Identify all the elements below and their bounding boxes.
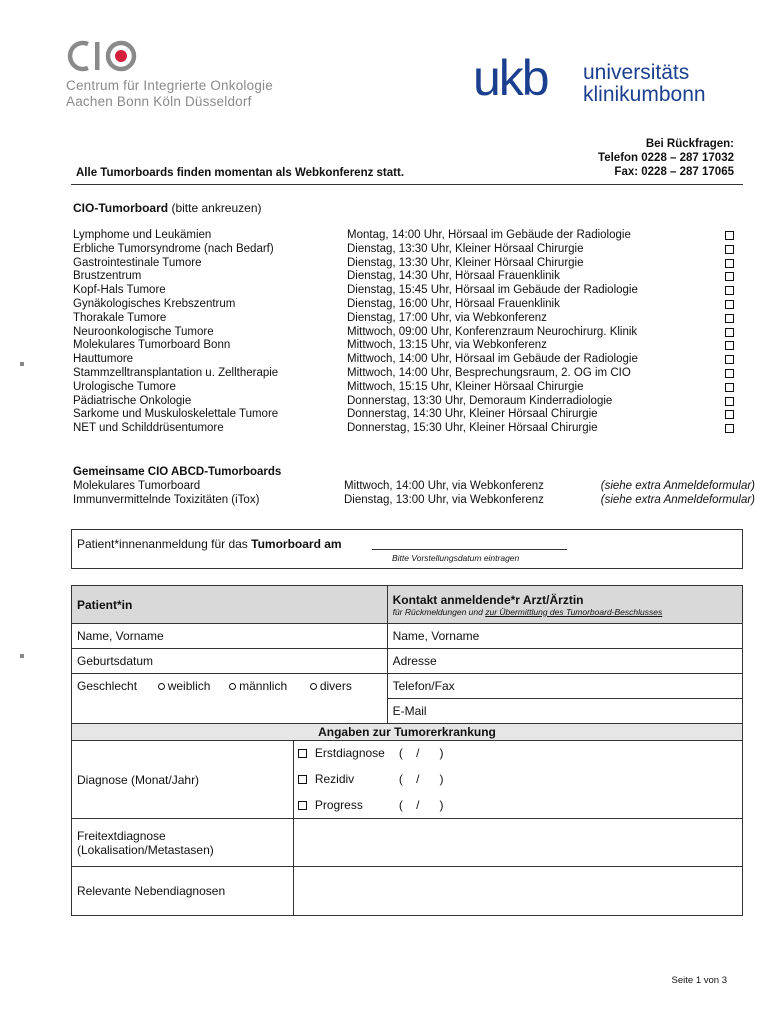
ukb-line2: klinikumbonn: [583, 83, 706, 106]
boards-heading-bold: CIO-Tumorboard: [73, 201, 169, 215]
abcd-names: [73, 480, 259, 508]
board-checkbox[interactable]: [725, 328, 734, 337]
ukb-wordmark: [583, 62, 706, 106]
board-checkbox[interactable]: [725, 355, 734, 364]
board-checkbox[interactable]: [725, 410, 734, 419]
board-schedule: Mittwoch, 14:00 Uhr, Besprechungsraum, 2. OG im CIO: [347, 366, 631, 379]
board-checkbox[interactable]: [725, 369, 734, 378]
diagnosis-option-progress[interactable]: Progress: [298, 798, 398, 812]
board-schedule: Dienstag, 14:30 Uhr, Hörsaal Frauenklinik: [347, 270, 560, 283]
cio-line2: Aachen Bonn Köln Düsseldorf: [66, 94, 252, 109]
board-schedule: Dienstag, 15:45 Uhr, Hörsaal im Gebäude der Radiologie: [347, 284, 638, 297]
board-checkbox[interactable]: [725, 424, 734, 433]
board-checkbox[interactable]: [725, 397, 734, 406]
boards-heading: [73, 201, 262, 215]
ukb-line1: universitäts: [583, 61, 690, 84]
date-hint: Bitte Vorstellungsdatum eintragen: [392, 553, 520, 563]
board-name: Gastrointestinale Tumore: [73, 256, 202, 269]
board-checkbox[interactable]: [725, 300, 734, 309]
contact-header-cell: [387, 586, 742, 624]
board-schedule: Mittwoch, 14:00 Uhr, Hörsaal im Gebäude der Radiologie: [347, 353, 638, 366]
gender-option-maennlich[interactable]: männlich: [229, 679, 287, 693]
contact-info: [598, 137, 734, 179]
gender-label: Geschlecht: [77, 679, 138, 694]
diagnosis-label: Diagnose (Monat/Jahr): [72, 741, 294, 819]
registration-box: [71, 529, 743, 569]
abcd-name: Immunvermittelnde Toxizitäten (iTox): [73, 493, 260, 506]
board-schedule: Mittwoch, 15:15 Uhr, Kleiner Hörsaal Chirurgie: [347, 380, 584, 393]
radio-icon: [310, 683, 317, 690]
board-checkbox[interactable]: [725, 383, 734, 392]
board-schedule: Donnerstag, 13:30 Uhr, Demoraum Kinderradiologie: [347, 394, 613, 407]
board-name: Hauttumore: [73, 353, 134, 366]
board-name: Neuroonkologische Tumore: [73, 325, 214, 338]
phone-field[interactable]: Telefon/Fax: [387, 674, 742, 699]
diagnosis-date[interactable]: ( / ): [398, 746, 444, 760]
board-name: Stammzelltransplantation u. Zelltherapie: [73, 366, 279, 379]
board-schedule: Mittwoch, 13:15 Uhr, via Webkonferenz: [347, 339, 547, 352]
email-field[interactable]: E-Mail: [387, 699, 742, 724]
gender-option-divers[interactable]: divers: [310, 679, 352, 693]
abcd-schedule: Dienstag, 13:00 Uhr, via Webkonferenz: [344, 493, 544, 506]
freetext-label: Freitextdiagnose (Lokalisation/Metastasen): [72, 819, 294, 867]
board-checkbox[interactable]: [725, 259, 734, 268]
abcd-note: (siehe extra Anmeldeformular): [600, 480, 755, 492]
board-name: Thorakale Tumore: [73, 311, 167, 324]
board-name: Kopf-Hals Tumore: [73, 284, 166, 297]
cio-logo: [66, 38, 146, 79]
header-divider: [71, 184, 743, 185]
board-schedule: Donnerstag, 15:30 Uhr, Kleiner Hörsaal Chirurgie: [347, 422, 598, 435]
margin-mark: [20, 654, 24, 658]
board-checkbox[interactable]: [725, 341, 734, 350]
board-name: Lymphome und Leukämien: [73, 229, 212, 241]
radio-icon: [158, 683, 165, 690]
contact-subheader: [393, 607, 737, 617]
board-checkbox[interactable]: [725, 286, 734, 295]
patient-form: [71, 585, 743, 916]
contact-sub-link: zur Übermittlung des Tumorboard-Beschlusses: [485, 606, 663, 617]
board-name: Pädiatrische Onkologie: [73, 394, 192, 407]
abcd-note: (siehe extra Anmeldeformular): [600, 493, 755, 506]
registration-label: [77, 537, 342, 551]
empty-cell: [72, 699, 388, 724]
patient-header: Patient*in: [72, 586, 388, 624]
board-schedule: Dienstag, 13:30 Uhr, Kleiner Hörsaal Chirurgie: [347, 256, 584, 269]
board-schedule: Dienstag, 16:00 Uhr, Hörsaal Frauenklinik: [347, 297, 560, 310]
disease-header: Angaben zur Tumorerkrankung: [72, 724, 743, 741]
diagnosis-date[interactable]: ( / ): [398, 772, 444, 786]
page-number: Seite 1 von 3: [671, 975, 727, 986]
cio-subtitle: [66, 78, 273, 110]
checkbox-icon: [298, 749, 307, 758]
board-name: Urologische Tumore: [73, 380, 176, 393]
contact-fax: Fax: 0228 – 287 17065: [614, 166, 734, 178]
date-input-line[interactable]: [372, 549, 567, 550]
contact-phone: Telefon 0228 – 287 17032: [598, 152, 734, 164]
boards-names: [73, 229, 348, 436]
radio-icon: [229, 683, 236, 690]
checkbox-icon: [298, 775, 307, 784]
board-checkbox[interactable]: [725, 314, 734, 323]
board-checkbox[interactable]: [725, 245, 734, 254]
diagnosis-option-rezidiv[interactable]: Rezidiv: [298, 772, 398, 786]
contact-title: Bei Rückfragen:: [645, 138, 734, 150]
board-name: NET und Schilddrüsentumore: [73, 422, 224, 435]
board-name: Brustzentrum: [73, 270, 142, 283]
registration-label-bold: Tumorboard am: [251, 537, 342, 551]
abcd-heading: Gemeinsame CIO ABCD-Tumorboards: [73, 466, 282, 478]
webconference-notice: Alle Tumorboards finden momentan als Webkonferenz statt.: [76, 167, 405, 179]
contact-header: Kontakt anmeldende*r Arzt/Ärztin: [392, 592, 584, 607]
abcd-name: Molekulares Tumorboard: [73, 480, 201, 492]
board-name: Erbliche Tumorsyndrome (nach Bedarf): [73, 242, 274, 255]
board-schedule: Donnerstag, 14:30 Uhr, Kleiner Hörsaal Chirurgie: [347, 408, 598, 421]
diagnosis-date[interactable]: ( / ): [398, 798, 444, 812]
diagnosis-option-erstdiagnose[interactable]: Erstdiagnose: [298, 746, 498, 760]
board-checkboxes: [725, 231, 734, 438]
cio-logo-mark: [66, 38, 146, 74]
patient-name-field[interactable]: Name, Vorname: [72, 624, 388, 649]
board-schedule: Dienstag, 13:30 Uhr, Kleiner Hörsaal Chirurgie: [347, 242, 584, 255]
address-field[interactable]: Adresse: [387, 649, 742, 674]
board-schedule: Montag, 14:00 Uhr, Hörsaal im Gebäude der Radiologie: [347, 229, 631, 241]
gender-field: [72, 674, 388, 699]
registration-label-text: Patient*innenanmeldung für das: [77, 537, 252, 551]
contact-name-field[interactable]: Name, Vorname: [387, 624, 742, 649]
board-checkbox[interactable]: [725, 231, 734, 240]
ukb-logo: ukb: [473, 50, 548, 106]
boards-schedules: [347, 229, 687, 436]
board-checkbox[interactable]: [725, 272, 734, 281]
freetext-input[interactable]: [293, 819, 742, 867]
contact-sub-text: für Rückmeldungen und: [392, 606, 486, 617]
abcd-schedules: [344, 480, 544, 508]
board-name: Sarkome und Muskuloskelettale Tumore: [73, 408, 279, 421]
abcd-notes: [601, 480, 755, 508]
margin-mark: [20, 362, 24, 366]
diagnosis-options: [293, 741, 742, 819]
abcd-schedule: Mittwoch, 14:00 Uhr, via Webkonferenz: [344, 480, 544, 492]
board-name: Gynäkologisches Krebszentrum: [73, 297, 236, 310]
board-schedule: Mittwoch, 09:00 Uhr, Konferenzraum Neurochirurg. Klinik: [347, 325, 638, 338]
cio-line1: Centrum für Integrierte Onkologie: [66, 78, 273, 93]
secondary-diagnoses-label: Relevante Nebendiagnosen: [72, 867, 294, 916]
board-schedule: Dienstag, 17:00 Uhr, via Webkonferenz: [347, 311, 547, 324]
board-name: Molekulares Tumorboard Bonn: [73, 339, 231, 352]
secondary-diagnoses-input[interactable]: [293, 867, 742, 916]
boards-heading-hint: (bitte ankreuzen): [171, 201, 262, 215]
checkbox-icon: [298, 801, 307, 810]
birthdate-field[interactable]: Geburtsdatum: [72, 649, 388, 674]
gender-option-weiblich[interactable]: weiblich: [158, 679, 211, 693]
